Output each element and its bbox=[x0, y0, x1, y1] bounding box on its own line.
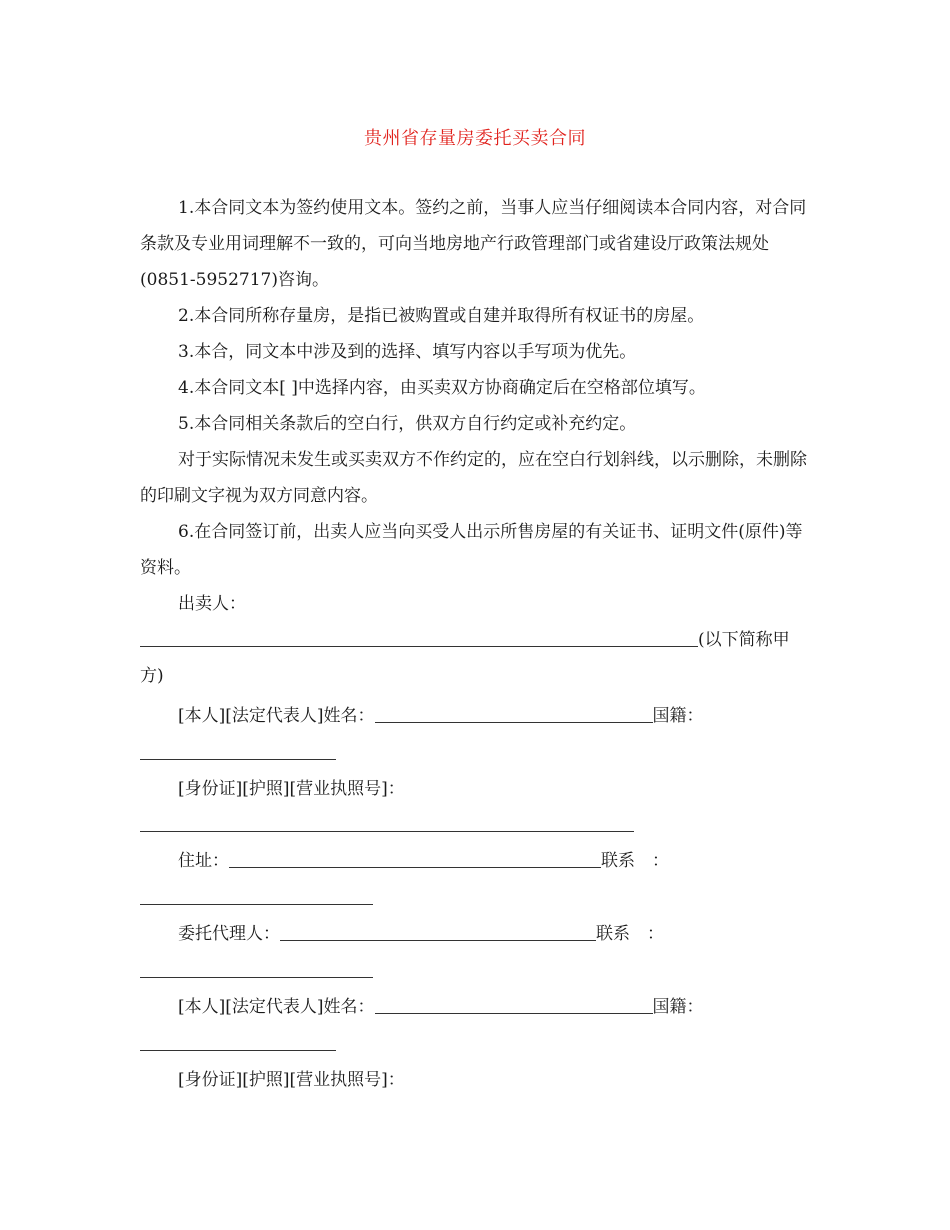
nationality-blank[interactable] bbox=[140, 759, 336, 760]
agent-row bbox=[178, 916, 664, 952]
contact-blank[interactable] bbox=[140, 904, 373, 905]
nationality-label-2: 国籍： bbox=[652, 997, 704, 1017]
note-4: 4.本合同文本[ ]中选择内容，由买卖双方协商确定后在空格部位填写。 bbox=[178, 378, 706, 398]
note-2: 2.本合同所称存量房，是指已被购置或自建并取得所有权证书的房屋。 bbox=[178, 306, 705, 326]
seller-label: 出卖人： bbox=[178, 594, 246, 614]
rep-name-label: [本人][法定代表人]姓名： bbox=[178, 706, 375, 726]
id-label: [身份证][护照][营业执照号]： bbox=[178, 779, 405, 799]
seller-suffix-a: (以下简称甲 bbox=[698, 630, 790, 650]
address-blank[interactable] bbox=[229, 847, 601, 868]
contact-label: 联系 ： bbox=[601, 851, 669, 871]
rep-name-row-2 bbox=[178, 989, 704, 1025]
note-1: 1.本合同文本为签约使用文本。签约之前，当事人应当仔细阅读本合同内容，对合同条款及专业用词理解不一致的，可向当地房地产行政管理部门或省建设厅政策法规处(0851-5952717)咨询。 bbox=[140, 198, 807, 290]
rep-name-blank-2[interactable] bbox=[375, 993, 653, 1014]
note-5: 5.本合同相关条款后的空白行，供双方自行约定或补充约定。 bbox=[178, 414, 637, 434]
address-label: 住址： bbox=[178, 851, 229, 871]
nationality-label: 国籍： bbox=[652, 706, 704, 726]
rep-name-label-2: [本人][法定代表人]姓名： bbox=[178, 997, 375, 1017]
address-row bbox=[178, 843, 669, 879]
note-5-supplement: 对于实际情况未发生或买卖双方不作约定的，应在空白行划斜线，以示删除，未删除的印刷文字视为双方同意内容。 bbox=[140, 450, 807, 506]
rep-name-row bbox=[178, 698, 704, 734]
agent-label: 委托代理人： bbox=[178, 924, 280, 944]
seller-suffix-b: 方) bbox=[140, 666, 164, 686]
agent-blank[interactable] bbox=[280, 920, 596, 941]
note-6: 6.在合同签订前，出卖人应当向买受人出示所售房屋的有关证书、证明文件(原件)等资料。 bbox=[140, 522, 803, 578]
agent-contact-blank[interactable] bbox=[140, 977, 373, 978]
seller-name-blank[interactable] bbox=[140, 626, 698, 647]
rep-name-blank[interactable] bbox=[375, 702, 653, 723]
nationality-blank-2[interactable] bbox=[140, 1050, 336, 1051]
contact-label-2: 联系 ： bbox=[596, 924, 664, 944]
id-label-2: [身份证][护照][营业执照号]： bbox=[178, 1070, 405, 1090]
note-3: 3.本合，同文本中涉及到的选择、填写内容以手写项为优先。 bbox=[178, 342, 637, 362]
seller-name-row bbox=[140, 622, 790, 658]
contract-title: 贵州省存量房委托买卖合同 bbox=[364, 128, 586, 149]
id-blank[interactable] bbox=[140, 831, 634, 832]
